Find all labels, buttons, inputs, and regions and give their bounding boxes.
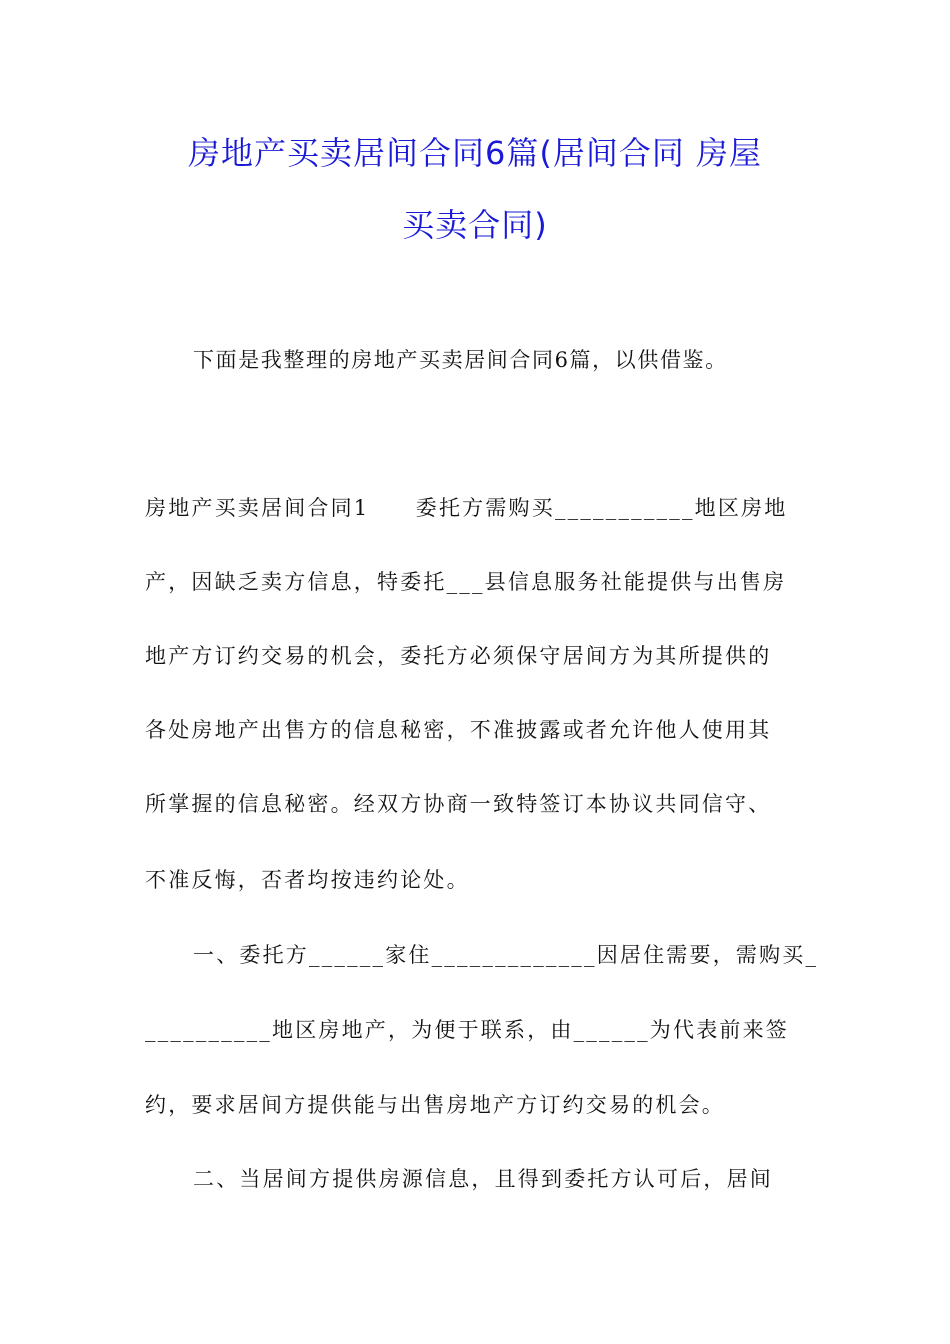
clause-1-line-3: 约，要求居间方提供能与出售房地产方订约交易的机会。 <box>145 1093 725 1117</box>
intro-paragraph: 下面是我整理的房地产买卖居间合同6篇，以供借鉴。 <box>193 348 728 372</box>
document-title-line-1: 房地产买卖居间合同6篇(居间合同 房屋 <box>187 134 763 172</box>
body-line-1: 房地产买卖居间合同1 委托方需购买___________地区房地 <box>145 496 788 520</box>
clause-1-line-1: 一、委托方______家住_____________因居住需要，需购买_ <box>193 943 819 967</box>
document-title-line-2: 买卖合同) <box>402 206 548 244</box>
body-line-2: 产，因缺乏卖方信息，特委托___县信息服务社能提供与出售房 <box>145 570 787 594</box>
clause-1-line-2: __________地区房地产，为便于联系，由______为代表前来签 <box>145 1018 789 1042</box>
clause-2-line-1: 二、当居间方提供房源信息，且得到委托方认可后，居间 <box>193 1167 773 1191</box>
body-line-5: 所掌握的信息秘密。经双方协商一致特签订本协议共同信守、 <box>145 792 772 816</box>
body-line-6: 不准反悔，否者均按违约论处。 <box>145 868 470 892</box>
body-line-3: 地产方订约交易的机会，委托方必须保守居间方为其所提供的 <box>145 644 772 668</box>
body-line-4: 各处房地产出售方的信息秘密，不准披露或者允许他人使用其 <box>145 718 772 742</box>
